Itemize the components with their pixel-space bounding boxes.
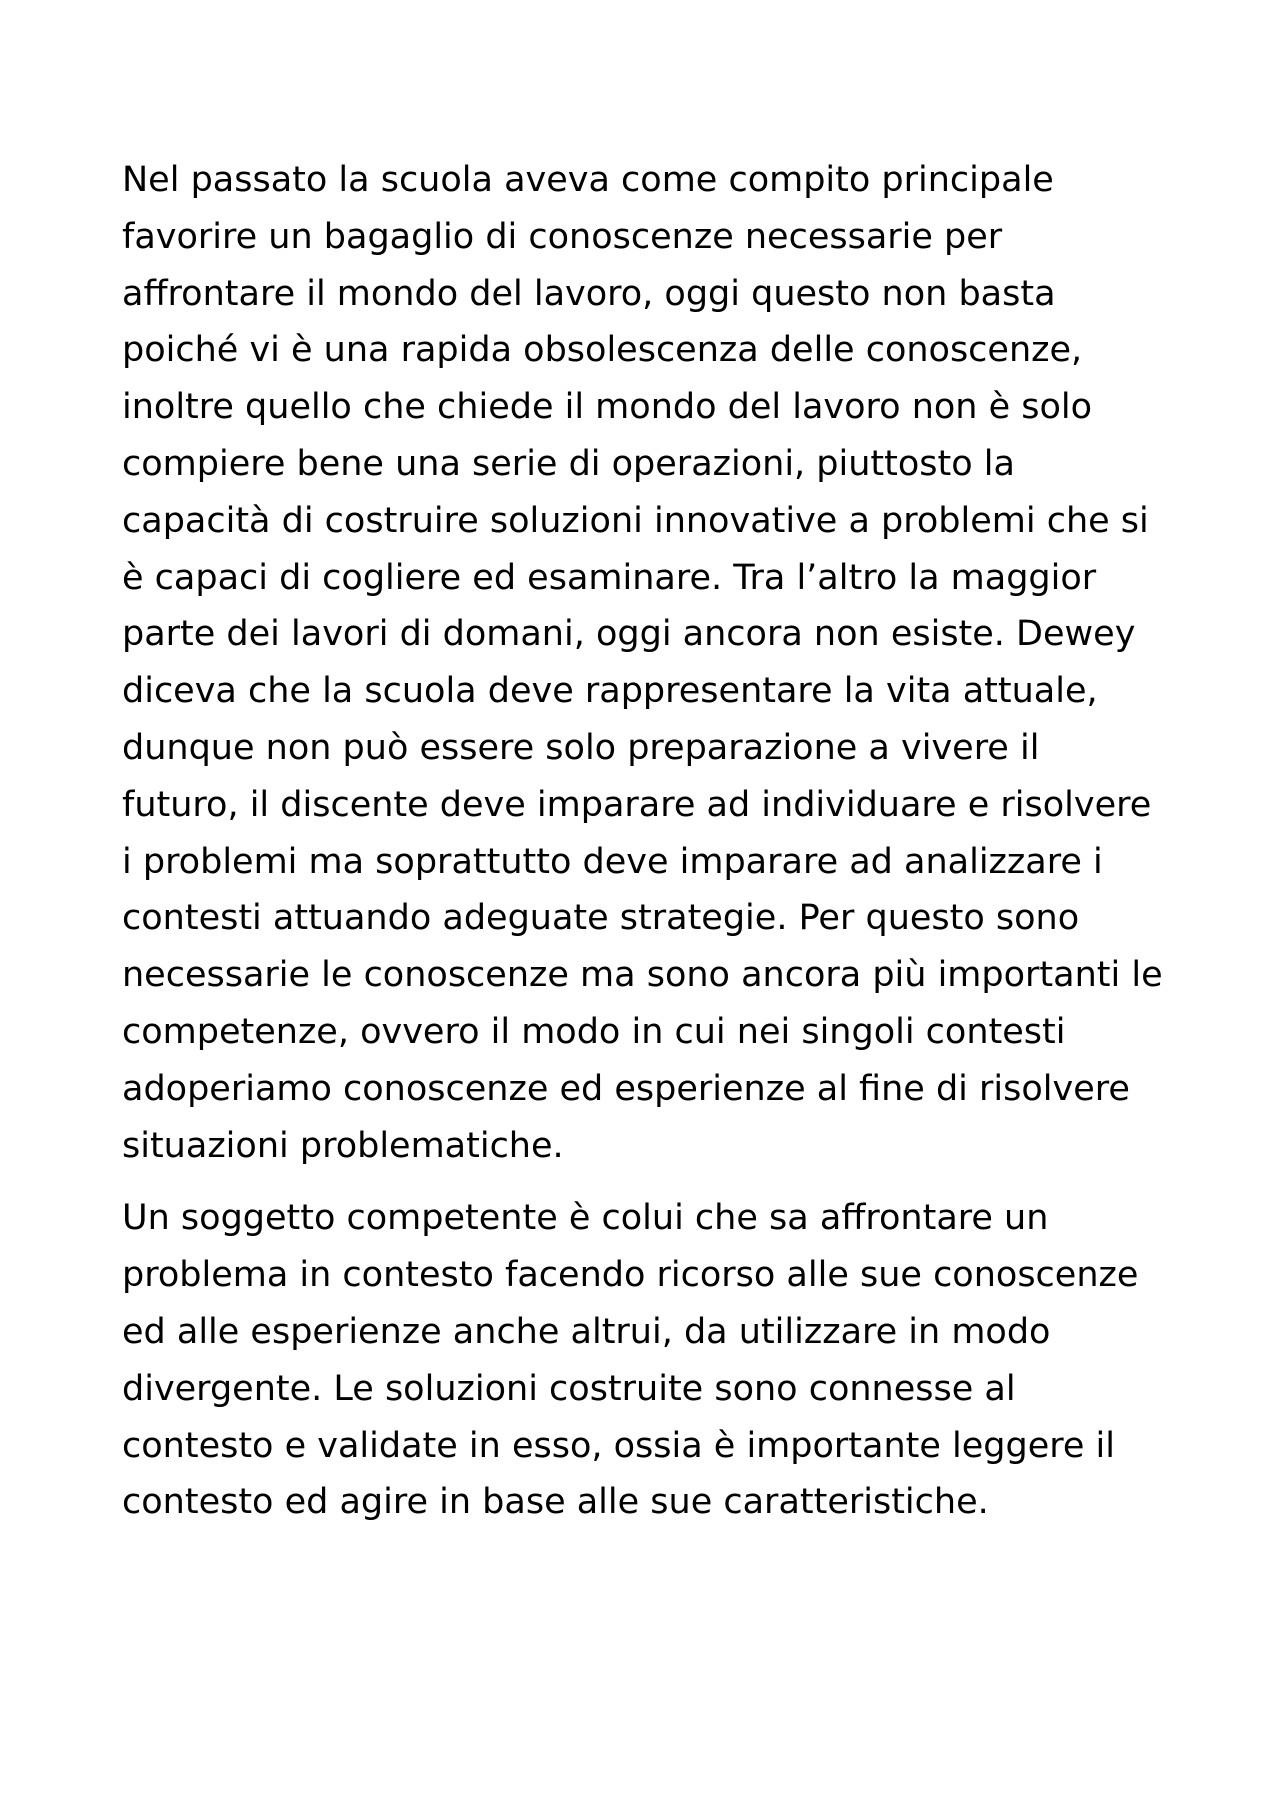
text-line: capacità di costruire soluzioni innovative a problemi che si [122,500,1149,541]
paragraph-2 [122,1190,1162,1531]
text-line: i problemi ma soprattutto deve imparare ad analizzare i [122,841,1103,882]
paragraph-1 [122,152,1162,1174]
text-line: compiere bene una serie di operazioni, piuttosto la [122,443,1015,484]
text-line: necessarie le conoscenze ma sono ancora più importanti le [122,955,1163,996]
text-line: competenze, ovvero il modo in cui nei singoli contesti [122,1011,1066,1052]
text-line: problema in contesto facendo ricorso alle sue conoscenze [122,1255,1139,1296]
text-line: Nel passato la scuola aveva come compito principale [122,160,1054,200]
text-line: contesto ed agire in base alle sue caratteristiche. [122,1482,989,1523]
text-line: parte dei lavori di domani, oggi ancora non esiste. Dewey [122,614,1136,655]
text-line: affrontare il mondo del lavoro, oggi questo non basta [122,273,1056,314]
text-line: Un soggetto competente è colui che sa affrontare un [122,1198,1049,1239]
text-line: inoltre quello che chiede il mondo del lavoro non è solo [122,387,1093,428]
text-line: dunque non può essere solo preparazione a vivere il [122,727,1040,768]
text-line: ed alle esperienze anche altrui, da utilizzare in modo [122,1311,1051,1352]
text-line: divergente. Le soluzioni costruite sono connesse al [122,1368,1016,1409]
text-line: diceva che la scuola deve rappresentare la vita attuale, [122,671,1098,712]
text-line: poiché vi è una rapida obsolescenza delle conoscenze, [122,330,1083,371]
text-line: contesti attuando adeguate strategie. Per questo sono [122,898,1080,939]
text-line: situazioni problematiche. [122,1125,564,1166]
text-line: è capaci di cogliere ed esaminare. Tra l’altro la maggior [122,557,1097,598]
text-line: favorire un bagaglio di conoscenze necessarie per [122,216,1003,257]
paragraph-spacing [122,1174,1162,1190]
text-line: adoperiamo conoscenze ed esperienze al fine di risolvere [122,1068,1130,1109]
text-line: contesto e validate in esso, ossia è importante leggere il [122,1425,1115,1466]
document-body [122,152,1162,1531]
text-line: futuro, il discente deve imparare ad individuare e risolvere [122,784,1152,825]
